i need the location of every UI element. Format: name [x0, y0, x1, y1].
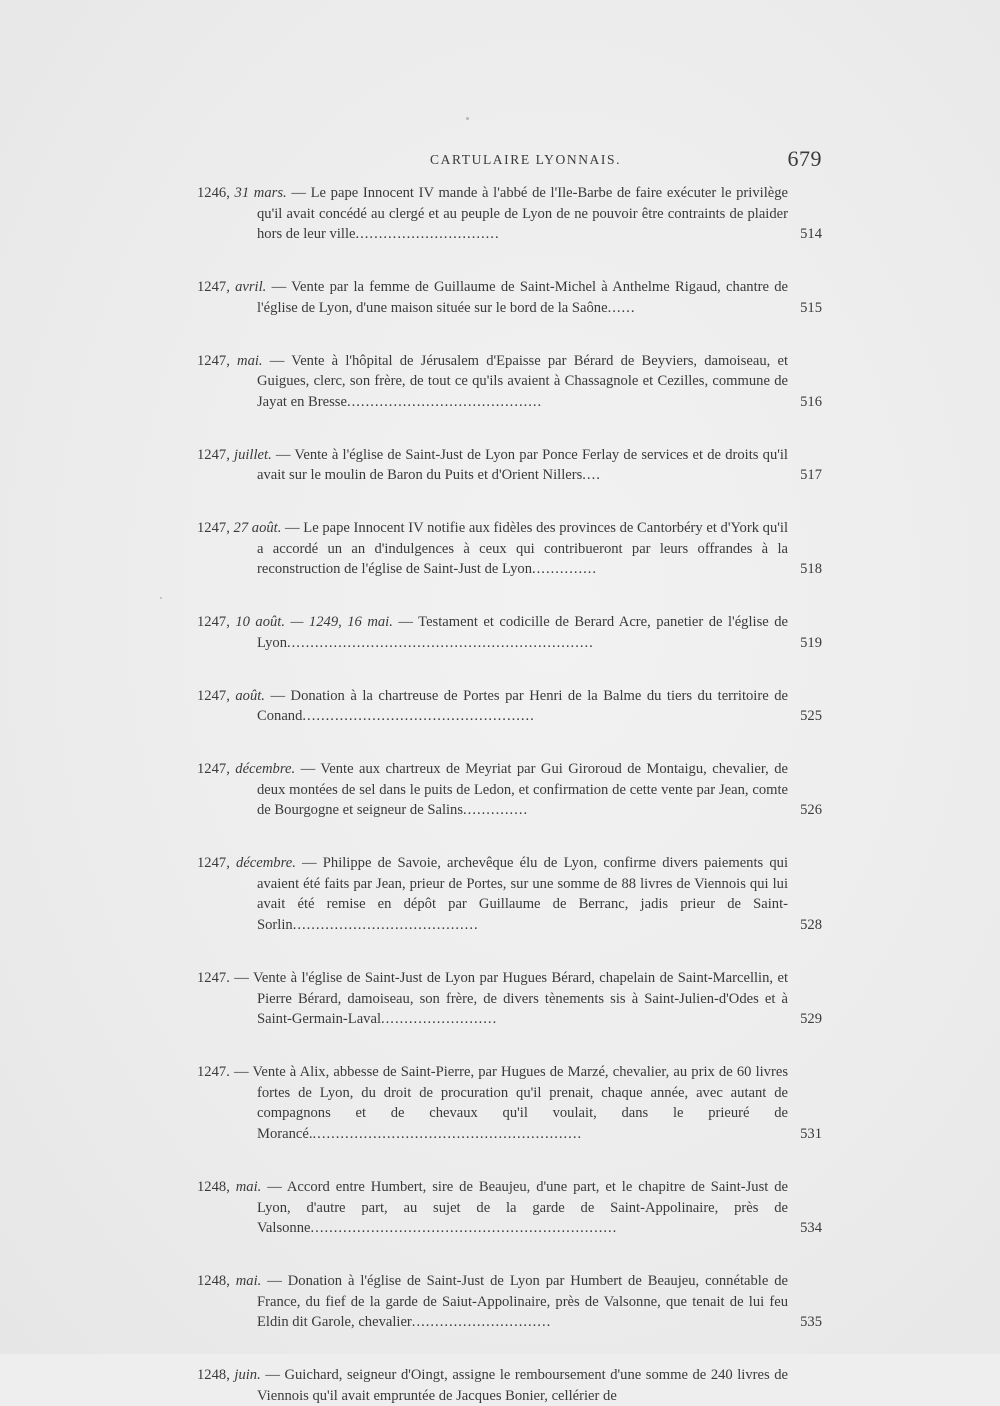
entry-reference: 517 — [800, 467, 822, 484]
list-item — [197, 183, 822, 245]
entry-reference: 514 — [800, 226, 822, 243]
list-item — [197, 853, 822, 936]
entry-day: mai. — [235, 1272, 262, 1289]
entry-date — [197, 1179, 261, 1195]
entry-text: — Vente par la femme de Guillaume de Saint-Michel à Anthelme Rigaud, chantre de l'église de Lyon, d'une maison située sur le bord de la Saône — [257, 279, 788, 316]
print-speck — [466, 117, 469, 120]
entry-reference: 519 — [800, 634, 822, 651]
entry-day: 10 août. — 1249, 16 mai. — [235, 614, 393, 631]
entry-year: 1247, — [197, 687, 230, 704]
dot-leader: .............. — [463, 802, 529, 819]
list-item — [197, 968, 822, 1030]
entry-date — [197, 447, 272, 463]
entry-date — [197, 353, 263, 369]
entry-text: — Accord entre Humbert, sire de Beaujeu, d'une part, et le chapitre de Saint-Just de Lyon, d'autre part, au sujet de la garde de Saint-Appolinaire, près de Valsonne — [257, 1178, 789, 1237]
list-item — [197, 351, 822, 413]
entry-list — [197, 183, 822, 1406]
entry-date — [197, 970, 230, 986]
entry-year: 1246, — [197, 185, 230, 201]
entry-year: 1247. — [197, 1063, 230, 1080]
entry-day: juin. — [234, 1367, 261, 1384]
entry-reference: 516 — [800, 393, 822, 410]
entry-reference: 535 — [800, 1314, 822, 1331]
dot-leader: .......................................... — [346, 393, 543, 410]
entry-text: — Donation à l'église de Saint-Just de Lyon par Humbert de Beaujeu, connétable de France, du fief de la garde de Saiut-Appolinaire, près de Valsonne, que tenait de lui feu Eldin dit Garole, chevalier — [257, 1272, 789, 1331]
entry-text: — Le pape Innocent IV mande à l'abbé de l'Ile-Barbe de faire exécuter le privilège qu'il avait concédé au clergé et au peuple de Lyon de ne pouvoir être contraints de plaider hors de leur ville — [257, 185, 789, 243]
entry-year: 1247, — [197, 352, 230, 369]
entry-text: — Testament et codicille de Berard Acre, panetier de l'église de Lyon — [257, 614, 788, 651]
entry-day: juillet. — [234, 446, 272, 463]
dot-leader: .... — [582, 467, 601, 484]
entry-date — [197, 1273, 261, 1289]
entry-reference: 515 — [800, 299, 822, 316]
list-item — [197, 445, 822, 486]
entry-text: — Le pape Innocent IV notifie aux fidèles des provinces de Cantorbéry et d'York qu'il a accordé un an d'indulgences à ceux qui contribueront par leurs offrandes à la reconstruction de l'église de Saint-Just de Lyon — [257, 520, 789, 578]
entry-date — [197, 1064, 230, 1080]
list-item — [197, 759, 822, 821]
entry-year: 1247, — [197, 446, 230, 463]
dot-leader: .................................................................. — [287, 634, 594, 651]
dot-leader: ........................................ — [292, 917, 479, 934]
entry-date — [197, 761, 295, 777]
entry-date — [197, 520, 281, 536]
entry-text: — Vente à l'hôpital de Jérusalem d'Epaisse par Bérard de Beyviers, damoiseau, et Guigues, clerc, son frère, de tout ce qu'ils avaient à Chassagnole et Cezilles, commune de Jayat en Bresse — [257, 352, 788, 410]
entry-day: décembre. — [236, 855, 296, 872]
entry-text: — Vente à Alix, abbesse de Saint-Pierre, par Hugues de Marzé, chevalier, au prix de 60 livres fortes de Lyon, du droit de procuration qu'il prenait, chaque année, avec autant de compagnons et de chevaux qu'il voulait, dans le prieuré de Morancé. — [233, 1063, 788, 1143]
entry-day: avril. — [235, 279, 267, 296]
page-number: 679 — [787, 146, 822, 171]
entry-reference: 526 — [800, 802, 822, 819]
entry-reference: 531 — [800, 1126, 822, 1143]
page-header — [197, 146, 822, 182]
entry-text: — Philippe de Savoie, archevêque élu de Lyon, confirme divers paiements qui avaient été faits par Jean, prieur de Portes, sur une somme de 88 livres de Viennois qui lui avait été remise en dépôt par Guillaume de Berranc, jadis prieur de Saint-Sorlin — [257, 855, 789, 934]
dot-leader: .......................................................... — [312, 1126, 583, 1143]
list-item — [197, 1365, 822, 1406]
entry-year: 1247, — [197, 279, 230, 296]
list-item — [197, 277, 822, 318]
entry-text: — Guichard, seigneur d'Oingt, assigne le remboursement d'une somme de 240 livres de Viennois qu'il avait empruntée de Jacques Bonier, cellérier de — [257, 1367, 789, 1404]
entry-year: 1248, — [197, 1272, 230, 1289]
entry-day: décembre. — [235, 760, 296, 777]
entry-year: 1247, — [197, 760, 230, 777]
entry-date — [197, 185, 287, 201]
entry-reference: 529 — [800, 1011, 822, 1028]
list-item — [197, 686, 822, 727]
dot-leader: ............................... — [355, 226, 500, 243]
dot-leader: .............. — [532, 561, 598, 578]
entry-year: 1247, — [197, 855, 230, 872]
entry-reference: 534 — [800, 1220, 822, 1237]
entry-year: 1248, — [197, 1367, 230, 1384]
entry-text: — Vente à l'église de Saint-Just de Lyon par Hugues Bérard, chapelain de Saint-Marcellin, et Pierre Bérard, damoiseau, son frère, de divers tènements sis à Saint-Julien-d'Odes et à Saint-Germain-Laval — [234, 969, 788, 1028]
list-item — [197, 1062, 822, 1145]
dot-leader: .................................................. — [302, 708, 535, 725]
entry-date — [197, 279, 266, 295]
entry-date — [197, 1367, 261, 1383]
dot-leader: ......................... — [381, 1011, 498, 1028]
entry-text: — Vente à l'église de Saint-Just de Lyon par Ponce Ferlay de services et de droits qu'il avait sur le moulin de Baron du Puits et d'Orient Nillers — [257, 446, 788, 484]
dot-leader: ...... — [607, 299, 636, 316]
entry-text: — Vente aux chartreux de Meyriat par Gui Giroroud de Montaigu, chevalier, de deux montées de sel dans le puits de Ledon, et confirmation de cette vente par Jean, comte de Bourgogne et seigneur de Salins — [257, 760, 788, 819]
dot-leader: .................................................................. — [310, 1220, 618, 1237]
entry-day: août. — [235, 687, 265, 704]
running-title: CARTULAIRE LYONNAIS. — [430, 152, 622, 167]
entry-date — [197, 688, 265, 704]
list-item — [197, 518, 822, 580]
entry-day: 27 août. — [233, 520, 282, 537]
entry-date — [197, 855, 296, 871]
dot-leader: .............................. — [411, 1314, 552, 1331]
entry-year: 1247, — [197, 614, 230, 631]
print-speck — [160, 597, 162, 599]
entry-text: — Donation à la chartreuse de Portes par Henri de la Balme du tiers du territoire de Conand — [257, 687, 788, 725]
entry-reference: 528 — [800, 917, 822, 934]
entry-day: 31 mars. — [234, 185, 287, 201]
entry-date — [197, 614, 393, 630]
list-item — [197, 1271, 822, 1333]
list-item — [197, 1177, 822, 1239]
entry-year: 1247, — [197, 520, 230, 537]
entry-year: 1248, — [197, 1178, 230, 1195]
list-item — [197, 612, 822, 653]
entry-reference: 518 — [800, 561, 822, 578]
entry-year: 1247. — [197, 969, 230, 986]
entry-day: mai. — [237, 352, 263, 369]
entry-reference: 525 — [800, 708, 822, 725]
entry-day: mai. — [235, 1178, 262, 1195]
